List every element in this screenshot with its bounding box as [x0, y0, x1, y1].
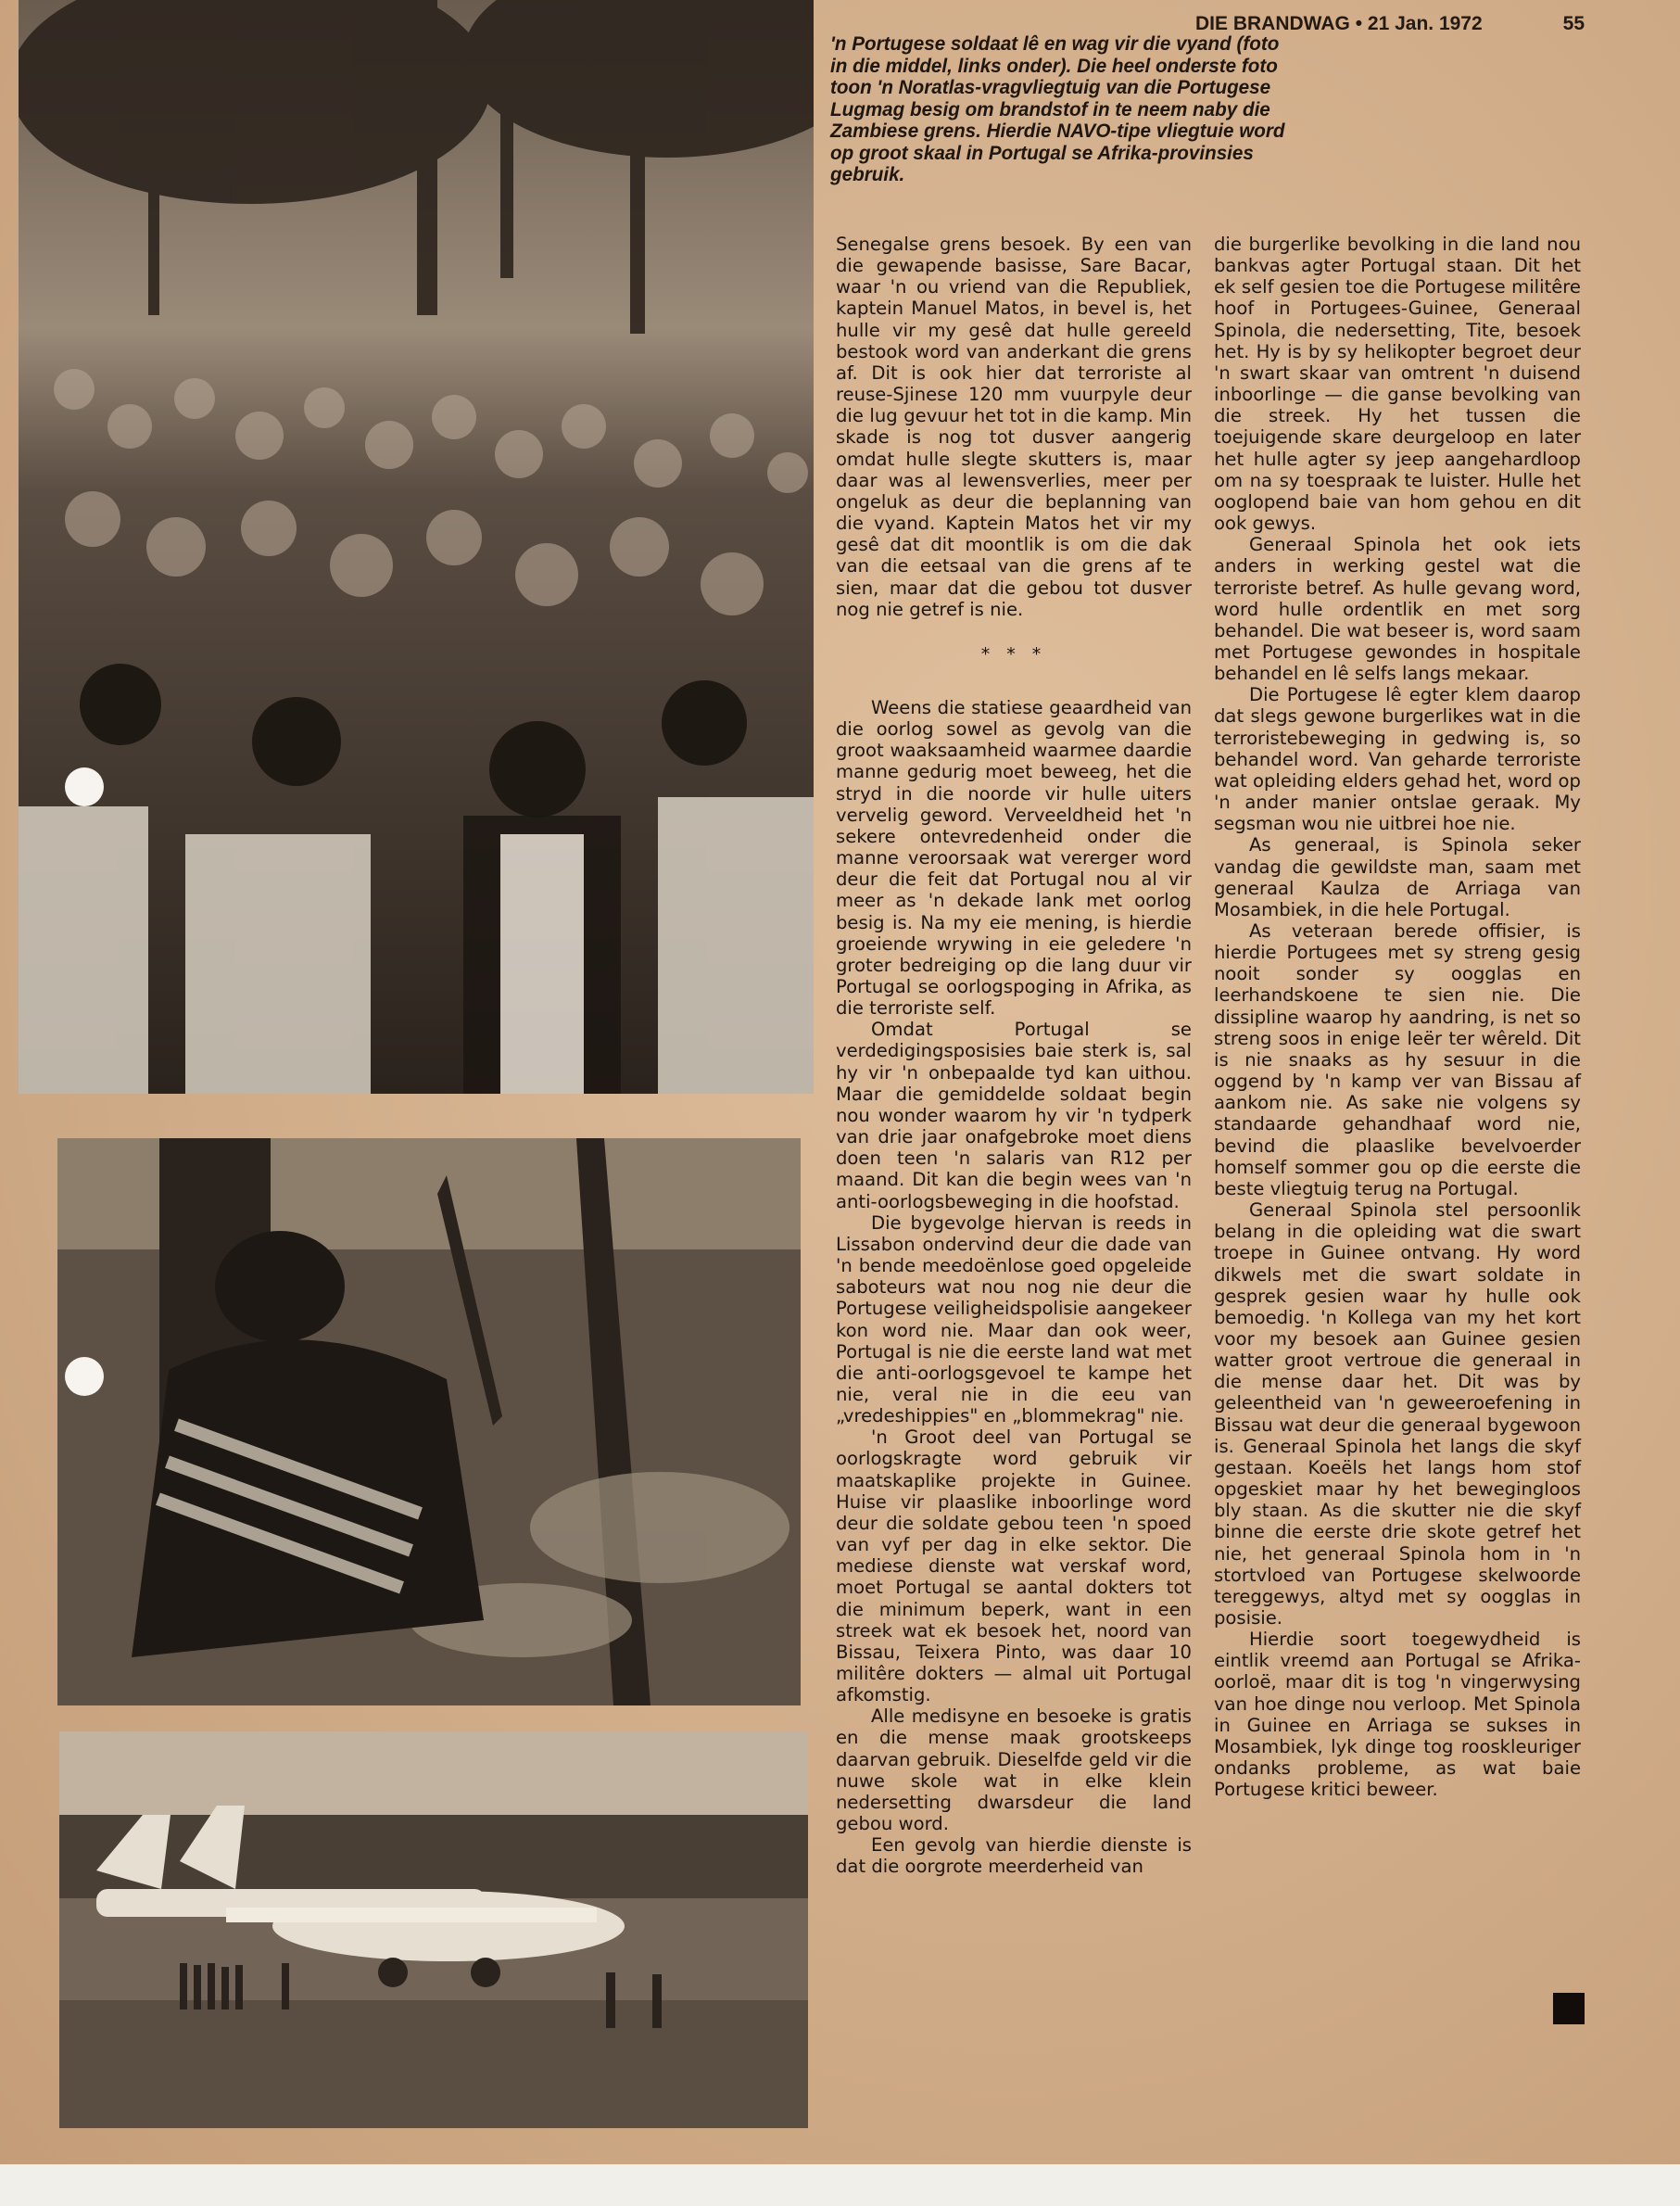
scan-margin [0, 2164, 1680, 2206]
article-paragraph: Alle medisyne en besoeke is gratis en die mense maak grootskeeps daarvan gebruik. Dieselfde geld vir die nuwe skole wat in elke klein nedersetting dwarsdeur die land gebou word. [836, 1705, 1192, 1835]
crowd-photo-icon [19, 0, 814, 1094]
header-separator: • [1355, 13, 1363, 34]
crowd-photo [19, 0, 814, 1094]
soldier-photo-icon [57, 1138, 801, 1705]
article-paragraph: Generaal Spinola stel persoonlik belang in die opleiding wat die swart troepe in Guinee ontvang. Hy word dikwels met die swart soldate in gesprek gesien waar hy hulle ook bemoedig. 'n Kollega van my het kort voor my besoek aan Guinee gesien watter groot vertroue die generaal in die mense daar het. Dit was by geleentheid van 'n geweeroefening in Bissau wat deur die generaal bygewoon is. Generaal Spinola het langs die skyf gestaan. Koeëls het langs hom stof opgeskiet maar hy het bewegingloos bly staan. As die skutter nie die skyf binne die eerste drie skote getref het nie, het generaal Spinola hom in 'n stortvloed van Portugese skelwoorde tereggewys, altyd met sy oogglas in posisie. [1214, 1199, 1581, 1629]
article-paragraph: die burgerlike bevolking in die land nou bankvas agter Portugal staan. Dit het ek self gesien toe die Portugese militêre hoof in Portugees-Guinee, Generaal Spinola, die nedersetting, Tite, besoek het. Hy is by sy helikopter begroet deur 'n swart skaar van omtrent 'n duisend inboorlinge — die ganse bevolking van die streek. Hy het tussen die toejuigende skare deurgeloop en later het hulle agter sy jeep aangehardloop om na sy toespraak te luister. Hulle het ooglopend baie van hom gehou en dit ook gewys. [1214, 234, 1581, 535]
aircraft-photo-icon [59, 1731, 808, 2128]
photo-caption: 'n Portugese soldaat lê en wag vir die vyand (foto in die middel, links onder). Die heel onderste foto toon 'n Noratlas-vragvliegtuig van die Portugese Lugmag besig om brandstof in te neem naby die Zambiese grens. Hierdie NAVO-tipe vliegtuie word op groot skaal in Portugal se Afrika-provinsies gebruik. [830, 32, 1285, 185]
article-paragraph: Die bygevolge hiervan is reeds in Lissabon ondervind deur die dade van 'n bende meedoënlose goed opgeleide saboteurs wat nou nog nie deur die Portugese veiligheidspolisie aangekeer kon word nie. Maar dan ook weer, Portugal is nie die eerste land wat met die anti-oorlogsgevoel te kampe het nie, veral nie in die eeu van „vredeshippies" en „blommekrag" nie. [836, 1211, 1192, 1427]
magazine-title: DIE BRANDWAG [1195, 13, 1350, 34]
article-paragraph: 'n Groot deel van Portugal se oorlogskragte word gebruik vir maatskaplike projekte in Guinee. Huise vir plaaslike inboorlinge word deur die soldate gebou teen 'n spoed van vyf per dag in elke sektor. Die mediese dienste wat verskaf word, moet Portugal se aantal dokters tot die minimum beperk, want in een streek wat ek besoek het, noord van Bissau, Teixera Pinto, was daar 10 militêre dokters — almal uit Portugal afkomstig. [836, 1426, 1192, 1706]
soldier-photo [57, 1138, 801, 1705]
binder-hole [65, 767, 104, 806]
article-paragraph: Senegalse grens besoek. By een van die gewapende basisse, Sare Bacar, waar 'n ou vriend van die Republiek, kaptein Manuel Matos, in bevel is, het hulle vir my gesê dat hulle gereeld bestook word van anderkant die grens af. Dit is ook hier dat terroriste al reuse-Sjinese 120 mm vuurpyle deur die lug gevuur het tot in die kamp. Min skade is nog tot dusver aangerig omdat hulle slegte skutters is, maar daar was al lewensverlies, meer per ongeluk as deur die beplanning van die vyand. Kaptein Matos het vir my gesê dat dit moontlik is om die dak van die eetsaal van die grens af te sien, maar dat die gebou tot dusver nog nie getref is nie. [836, 234, 1192, 620]
end-of-article-mark [1553, 1993, 1585, 2024]
article-paragraph: Generaal Spinola het ook iets anders in werking gestel wat die terroriste betref. As hulle gevang word, word hulle ordentlik en met sorg behandel. Die wat beseer is, word saam met Portugese gewondes in hospitale behandel en lê selfs langs mekaar. [1214, 534, 1581, 685]
binder-hole [65, 1357, 104, 1396]
issue-date: 21 Jan. 1972 [1367, 13, 1483, 34]
aircraft-photo [59, 1731, 808, 2128]
article-paragraph: Een gevolg van hierdie dienste is dat die oorgrote meerderheid van [836, 1834, 1192, 1878]
article-paragraph: Weens die statiese geaardheid van die oorlog sowel as gevolg van die groot waaksaamheid waarmee daardie manne gedurig moet beweeg, het die stryd in die noorde vir hulle uiters vervelig geword. Verveeldheid het 'n sekere ontevredenheid onder die manne veroorsaak wat vererger word deur die feit dat Portugal nou al vir meer as 'n dekade lank met oorlog besig is. Na my eie mening, is hierdie groeiende wrywing in eie geledere 'n groter bedreiging op die lang duur vir Portugal se oorlogspoging in Afrika, as die terroriste self. [836, 696, 1192, 1020]
article-paragraph: Die Portugese lê egter klem daarop dat slegs gewone burgerlikes wat in die terroristebeweging in gedwing is, so behandel word. Van geharde terroriste wat opleiding elders gehad het, word op 'n ander manier ontslae geraak. My segsman wou nie uitbrei hoe nie. [1214, 684, 1581, 835]
page-number: 55 [1562, 13, 1585, 34]
article-paragraph: Omdat Portugal se verdedigingsposisies baie sterk is, sal hy vir 'n onbepaalde tyd kan uithou. Maar die gemiddelde soldaat begin nou wonder waarom hy vir 'n tydperk van drie jaar onafgebroke moet diens doen teen 'n salaris van R12 per maand. Dit kan die begin wees van 'n anti-oorlogsbeweging in die hoofstad. [836, 1019, 1192, 1212]
article-paragraph: As veteraan berede offisier, is hierdie Portugees met sy streng gesig nooit sonder sy oogglas en leerhandskoene te sien nie. Die dissipline waarop hy aandring, is net so streng soos in enige leër ter wêreld. Dit is nie snaaks as hy sesuur in die oggend by 'n kamp ver van Bissau af aankom nie. As sake nie volgens sy standaarde gehandhaaf word nie, bevind die plaaslike bevelvoerder homself sommer gou op die eerste die beste vliegtuig terug na Portugal. [1214, 920, 1581, 1199]
article-column-2 [1214, 234, 1581, 1800]
article-paragraph: As generaal, is Spinola seker vandag die gewildste man, saam met generaal Kaulza de Arriaga van Mosambiek, in die hele Portugal. [1214, 834, 1581, 920]
section-divider: * * * [980, 643, 1047, 665]
article-column-1 [836, 234, 1192, 1878]
article-paragraph: Hierdie soort toegewydheid is eintlik vreemd aan Portugal se Afrika-oorloë, maar dit is tog 'n vingerwysing van hoe dinge nou verloop. Met Spinola in Guinee en Arriaga se sukses in Mosambiek, lyk dinge tog rooskleuriger ondanks probleme, as wat baie Portugese kritici beweer. [1214, 1629, 1581, 1801]
